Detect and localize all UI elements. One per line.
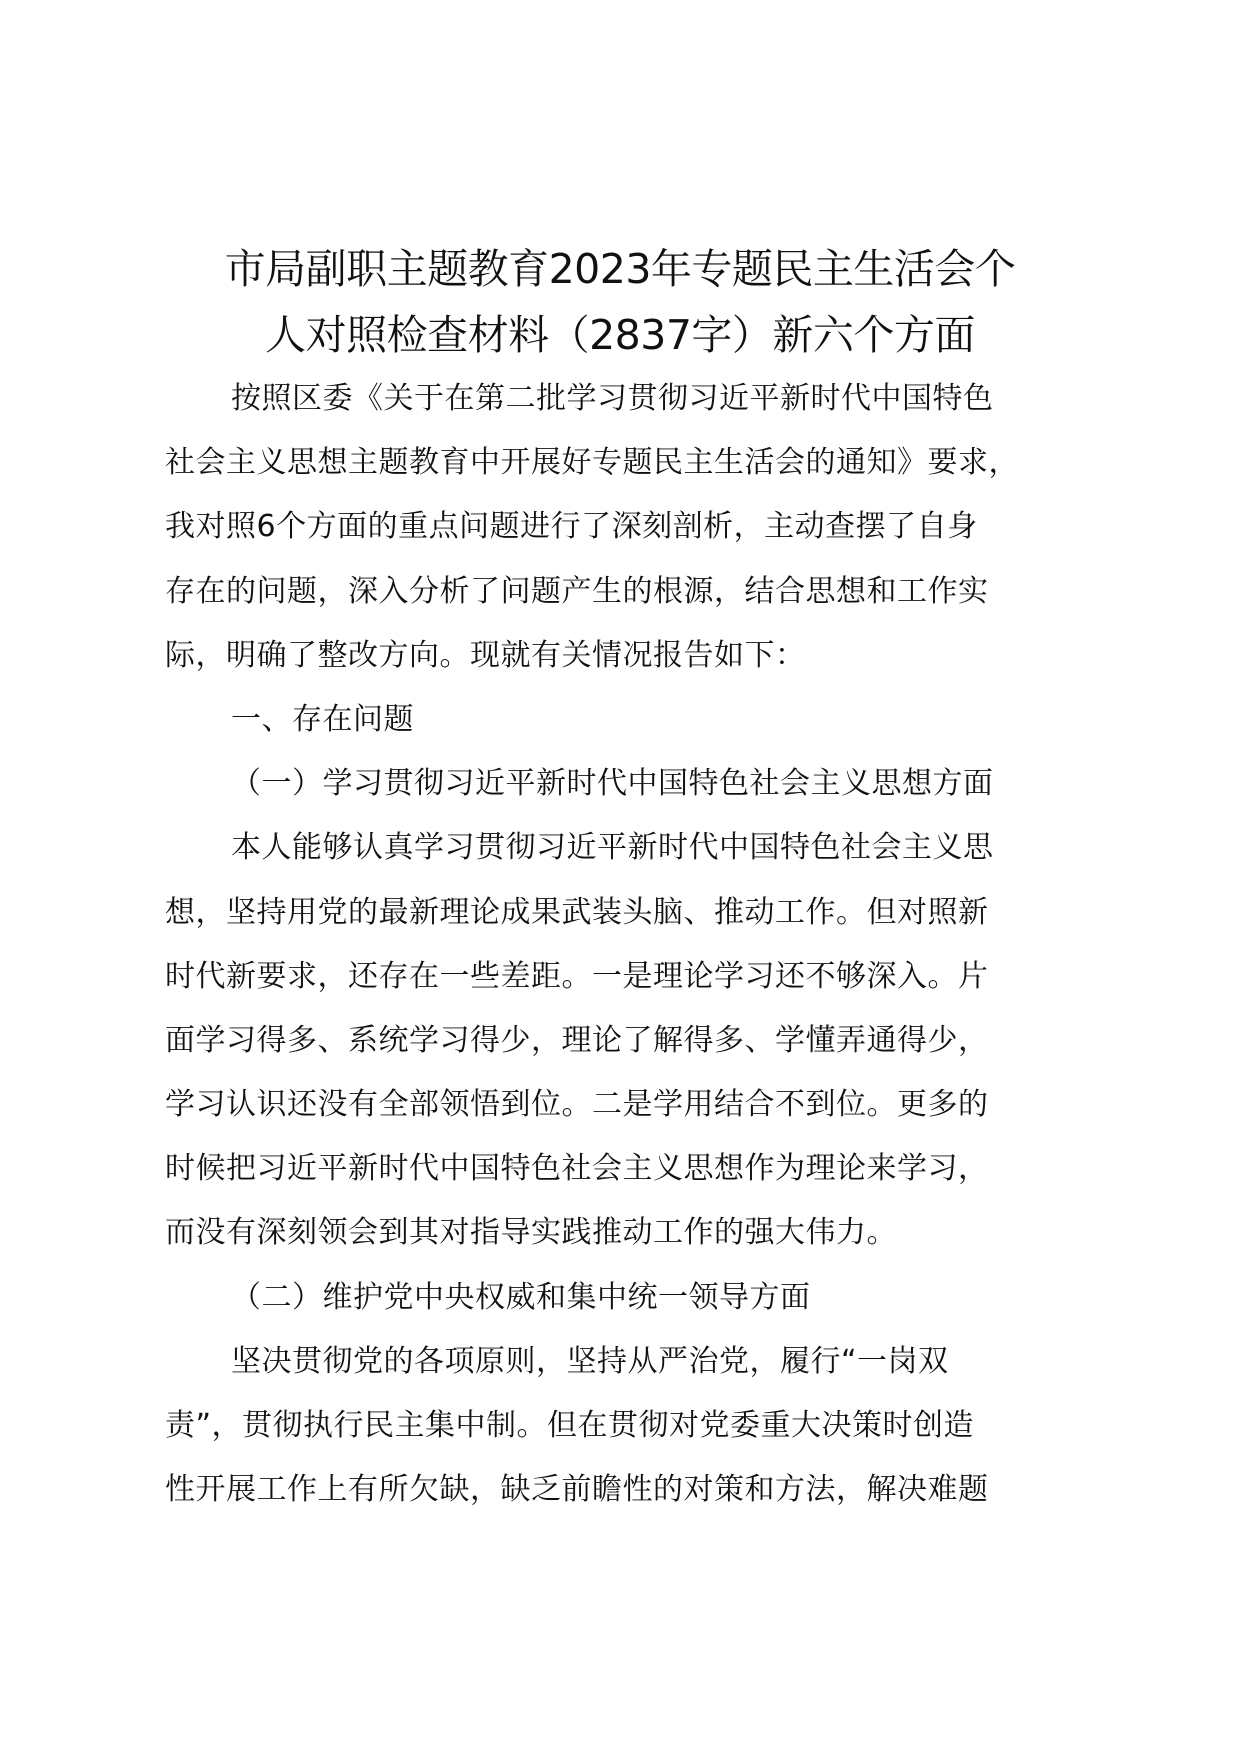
paragraph-intro-line: 际，明确了整改方向。现就有关情况报告如下： (165, 637, 806, 673)
title-line: 市局副职主题教育2023年专题民主生活会个 (224, 245, 1016, 293)
paragraph-study-line: 时代新要求，还存在一些差距。一是理论学习还不够深入。片 (165, 958, 989, 994)
paragraph-intro-line: 存在的问题，深入分析了问题产生的根源，结合思想和工作实 (165, 573, 989, 609)
paragraph-intro-line: 社会主义思想主题教育中开展好专题民主生活会的通知》要求， (165, 445, 1019, 481)
paragraph-study-line: 时候把习近平新时代中国特色社会主义思想作为理论来学习， (165, 1151, 989, 1187)
paragraph-intro-line: 我对照6个方面的重点问题进行了深刻剖析，主动查摆了自身 (165, 509, 978, 545)
paragraph-study-line: 本人能够认真学习贯彻习近平新时代中国特色社会主义思 (231, 830, 994, 866)
section-heading: 一、存在问题 (231, 701, 414, 737)
paragraph-intro-line: 按照区委《关于在第二批学习贯彻习近平新时代中国特色 (231, 381, 994, 416)
paragraph-study-line: 面学习得多、系统学习得少，理论了解得多、学懂弄通得少， (165, 1022, 989, 1058)
paragraph-authority-line: 责”，贯彻执行民主集中制。但在贯彻对党委重大决策时创造 (165, 1408, 975, 1443)
document-body (165, 367, 1085, 1522)
paragraph-study-line: 学习认识还没有全部领悟到位。二是学用结合不到位。更多的 (165, 1087, 989, 1123)
paragraph-study-line: 而没有深刻领会到其对指导实践推动工作的强大伟力。 (165, 1215, 897, 1251)
paragraph-authority-line: 性开展工作上有所欠缺，缺乏前瞻性的对策和方法，解决难题 (165, 1472, 989, 1508)
paragraph-authority-line: 坚决贯彻党的各项原则，坚持从严治党，履行“一岗双 (231, 1343, 949, 1379)
subsection-heading: （二）维护党中央权威和集中统一领导方面 (231, 1279, 811, 1315)
document-title (150, 236, 1090, 368)
subsection-heading: （一）学习贯彻习近平新时代中国特色社会主义思想方面 (231, 766, 994, 802)
paragraph-study-line: 想，坚持用党的最新理论成果武装头脑、推动工作。但对照新 (165, 894, 989, 930)
title-line: 人对照检查材料（2837字）新六个方面 (265, 311, 975, 359)
